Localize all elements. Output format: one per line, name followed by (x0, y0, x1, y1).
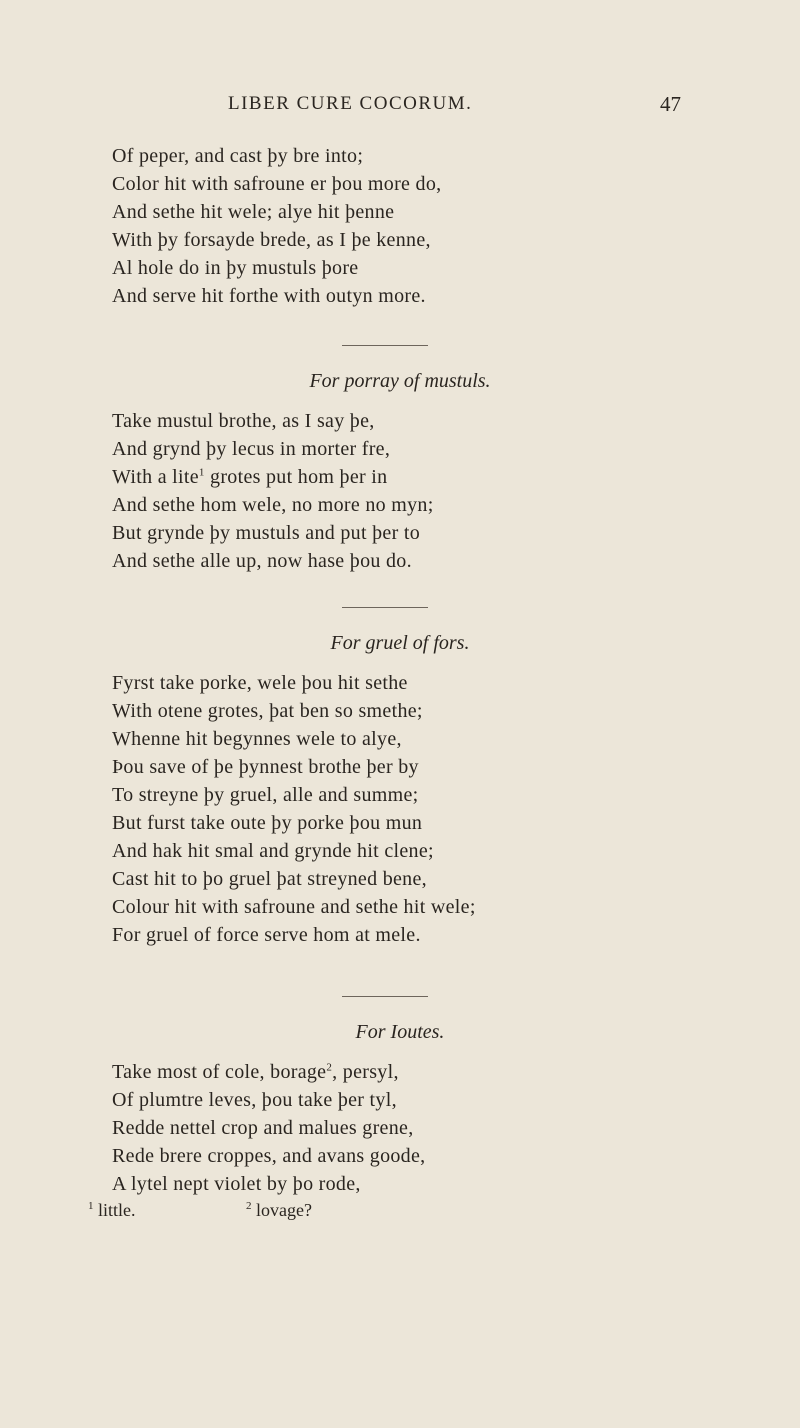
verse-line: And sethe hom wele, no more no myn; (112, 494, 434, 516)
section-divider (342, 345, 428, 346)
verse-text: , persyl, (332, 1061, 399, 1083)
verse-line (112, 463, 792, 491)
verse-line: Colour hit with safroune and sethe hit wele; (112, 896, 476, 918)
verse-line: But grynde þy mustuls and put þer to (112, 522, 420, 544)
verse-line: With þy forsayde brede, as I þe kenne, (112, 229, 431, 251)
verse-line: With otene grotes, þat ben so smethe; (112, 700, 423, 722)
section-divider (342, 996, 428, 997)
recipe-gruel (112, 669, 792, 949)
page-number: 47 (660, 92, 681, 116)
running-head-title: LIBER CURE COCORUM. (228, 93, 473, 114)
footnote-2 (246, 1200, 312, 1221)
verse-line: And sethe alle up, now hase þou do. (112, 550, 412, 572)
verse-line: A lytel nept violet by þo rode, (112, 1173, 361, 1195)
verse-line: But furst take oute þy porke þou mun (112, 812, 423, 834)
recipe-heading-porray: For porray of mustuls. (309, 370, 491, 392)
verse-line: Redde nettel crop and malues grene, (112, 1117, 414, 1139)
verse-text: grotes put hom þer in (204, 466, 388, 488)
running-head (0, 93, 800, 123)
verse-line: And hak hit smal and grynde hit clene; (112, 840, 434, 862)
verse-line: And grynd þy lecus in morter fre, (112, 438, 391, 460)
stanza-continuation (112, 142, 792, 310)
verse-line: Color hit with safroune er þou more do, (112, 173, 442, 195)
footnote-mark: 1 (198, 466, 205, 479)
footnote-text: little. (98, 1200, 136, 1220)
recipe-porray (112, 407, 792, 575)
verse-line: And sethe hit wele; alye hit þenne (112, 201, 395, 223)
footnote-number: 2 (246, 1200, 252, 1212)
verse-line: Cast hit to þo gruel þat streyned bene, (112, 868, 427, 890)
footnote-text: lovage? (256, 1200, 312, 1220)
verse-line: Of plumtre leves, þou take þer tyl, (112, 1089, 397, 1111)
verse-line: Whenne hit begynnes wele to alye, (112, 728, 402, 750)
verse-line: Fyrst take porke, wele þou hit sethe (112, 672, 408, 694)
verse-line: Þou save of þe þynnest brothe þer by (112, 756, 419, 778)
footnote-1 (88, 1200, 136, 1221)
verse-line: For gruel of force serve hom at mele. (112, 924, 421, 946)
verse-line (112, 1058, 792, 1086)
verse-line: And serve hit forthe with outyn more. (112, 285, 426, 307)
verse-line: Of peper, and cast þy bre into; (112, 145, 364, 167)
verse-line: Al hole do in þy mustuls þore (112, 257, 359, 279)
verse-line: Rede brere croppes, and avans goode, (112, 1145, 426, 1167)
verse-line: To streyne þy gruel, alle and summe; (112, 784, 419, 806)
recipe-heading-gruel: For gruel of fors. (330, 632, 470, 654)
recipe-ioutes (112, 1058, 792, 1198)
verse-line: Take mustul brothe, as I say þe, (112, 410, 375, 432)
recipe-heading-ioutes: For Ioutes. (355, 1021, 445, 1043)
verse-text: With a lite (112, 466, 199, 488)
footnote-mark: 2 (326, 1061, 333, 1074)
section-divider (342, 607, 428, 608)
footnote-number: 1 (88, 1200, 94, 1212)
verse-text: Take most of cole, borage (112, 1061, 327, 1083)
